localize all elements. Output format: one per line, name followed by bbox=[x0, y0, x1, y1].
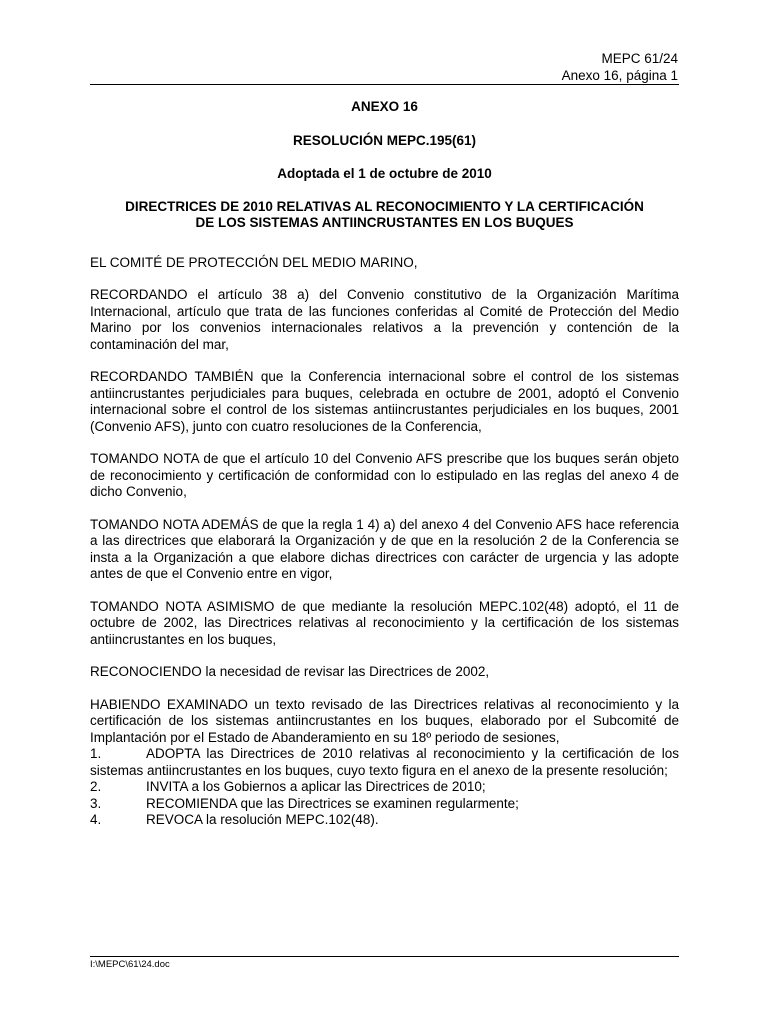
file-path-footer: I:\MEPC\61\24.doc bbox=[90, 959, 170, 970]
page-header bbox=[562, 50, 678, 84]
preamble-paragraph-1: RECORDANDO el artículo 38 a) del Convenio constitutivo de la Organización Marítima Internacional, artículo que trata de las funciones conferidas al Comité de Protección del Medio Marino por los convenios internacionales relativos a la prevención y contención de la contaminación del mar, bbox=[90, 287, 679, 352]
paragraph-text: REVOCA la resolución MEPC.102(48). bbox=[146, 812, 379, 827]
document-body bbox=[90, 97, 679, 829]
paragraph-number: 1. bbox=[90, 746, 102, 761]
operative-paragraph-4 bbox=[90, 812, 679, 829]
footer-divider bbox=[90, 956, 679, 957]
paragraph-number: 4. bbox=[90, 812, 102, 827]
preamble-paragraph-2: RECORDANDO TAMBIÉN que la Conferencia internacional sobre el control de los sistemas antiincrustantes perjudiciales para buques, celebrada en octubre de 2001, adoptó el Convenio internacional sobre el control de los sistemas antiincrustantes perjudiciales en los buques, 2001 (Convenio AFS), junto con cuatro resoluciones de la Conferencia, bbox=[90, 369, 679, 434]
adoption-date: Adoptada el 1 de octubre de 2010 bbox=[277, 166, 492, 181]
page-reference: Anexo 16, página 1 bbox=[561, 68, 678, 83]
paragraph-number: 3. bbox=[90, 795, 102, 811]
title-line-1: DIRECTRICES DE 2010 RELATIVAS AL RECONOCIMIENTO Y LA CERTIFICACIÓN bbox=[125, 198, 644, 214]
resolution-heading: RESOLUCIÓN MEPC.195(61) bbox=[292, 132, 477, 148]
operative-paragraph-3 bbox=[90, 796, 679, 813]
header-divider bbox=[90, 84, 679, 85]
document-title bbox=[90, 199, 679, 232]
paragraph-text: INVITA a los Gobiernos a aplicar las Directrices de 2010; bbox=[146, 779, 486, 794]
preamble-paragraph-7: HABIENDO EXAMINADO un texto revisado de las Directrices relativas al reconocimiento y la certificación de los sistemas antiincrustantes en los buques, elaborado por el Subcomité de Implantación por el Estado de Abanderamiento en su 18º periodo de sesiones, bbox=[90, 696, 679, 745]
preamble-paragraph-3: TOMANDO NOTA de que el artículo 10 del Convenio AFS prescribe que los buques serán objeto de reconocimiento y certificación de conformidad con lo estipulado en las reglas del anexo 4 de dicho Convenio, bbox=[90, 451, 679, 499]
preamble-paragraph-5: TOMANDO NOTA ASIMISMO de que mediante la resolución MEPC.102(48) adoptó, el 11 de octubre de 2002, las Directrices relativas al reconocimiento y la certificación de los sistemas antiincrustantes en los buques, bbox=[90, 598, 679, 647]
paragraph-text: RECOMIENDA que las Directrices se examinen regularmente; bbox=[146, 795, 519, 811]
document-reference: MEPC 61/24 bbox=[601, 51, 678, 66]
title-line-2: DE LOS SISTEMAS ANTIINCRUSTANTES EN LOS BUQUES bbox=[195, 215, 574, 230]
committee-line: EL COMITÉ DE PROTECCIÓN DEL MEDIO MARINO, bbox=[90, 254, 418, 270]
preamble-paragraph-6: RECONOCIENDO la necesidad de revisar las Directrices de 2002, bbox=[90, 664, 490, 679]
paragraph-number: 2. bbox=[90, 779, 102, 794]
preamble-paragraph-4: TOMANDO NOTA ADEMÁS de que la regla 1 4) a) del anexo 4 del Convenio AFS hace referencia a las directrices que elaborará la Organización y de que en la resolución 2 de la Conferencia se insta a la Organización a que elabore dichas directrices con carácter de urgencia y las adopte antes de que el Convenio entre en vigor, bbox=[90, 516, 679, 581]
operative-paragraph-1 bbox=[90, 746, 679, 779]
operative-paragraph-2 bbox=[90, 779, 679, 796]
paragraph-text: ADOPTA las Directrices de 2010 relativas al reconocimiento y la certificación de los sistemas antiincrustantes en los buques, cuyo texto figura en el anexo de la presente resolución; bbox=[90, 746, 679, 778]
annex-heading: ANEXO 16 bbox=[351, 99, 418, 114]
